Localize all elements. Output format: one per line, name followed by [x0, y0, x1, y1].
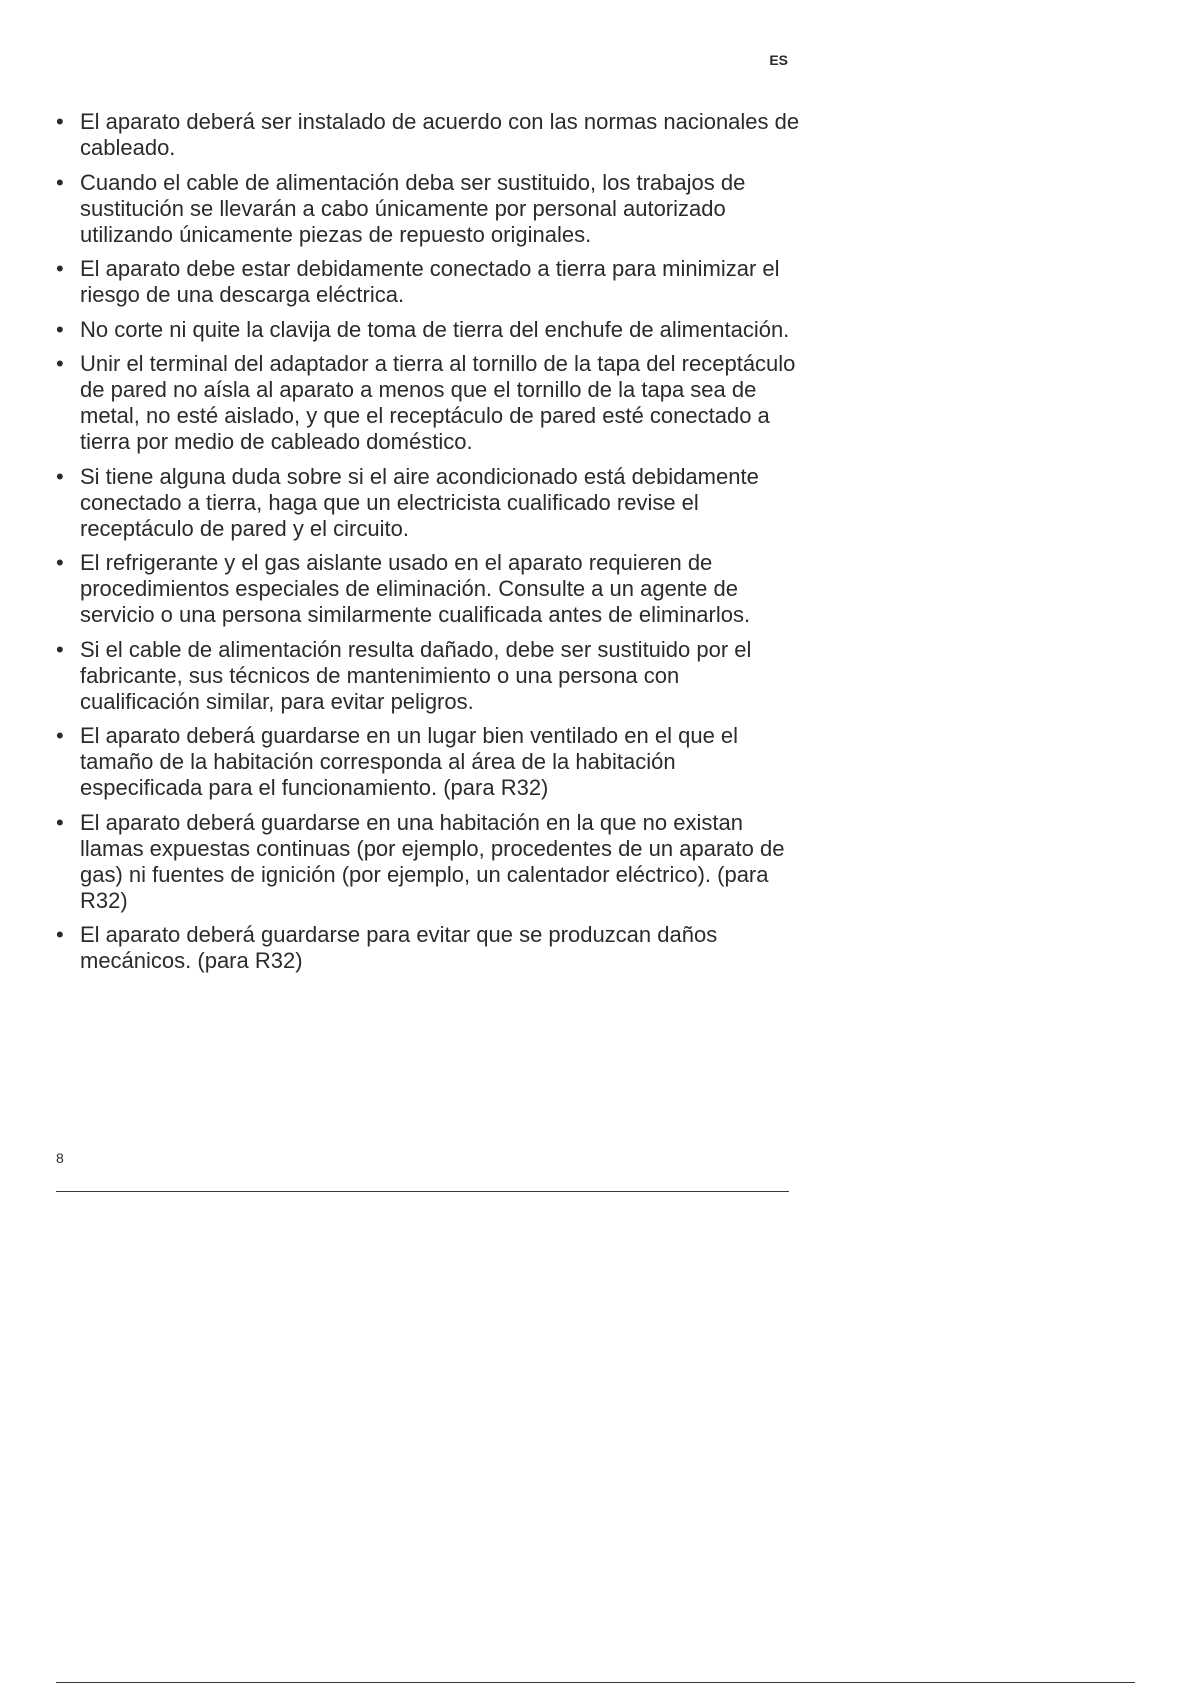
bullet-icon: • — [56, 463, 64, 489]
bullet-icon: • — [56, 636, 64, 662]
list-item-text: Unir el terminal del adaptador a tierra al tornillo de la tapa del receptáculo de pared no aísla al aparato a menos que el tornillo de la tapa sea de metal, no esté aislado, y que el receptáculo de pared esté conectado a tierra por medio de cableado doméstico. — [80, 351, 796, 454]
list-item-text: El aparato deberá guardarse en un lugar bien ventilado en el que el tamaño de la habitación corresponda al área de la habitación especificada para el funcionamiento. (para R32) — [80, 723, 739, 800]
list-item-text: El refrigerante y el gas aislante usado en el aparato requieren de procedimientos especiales de eliminación. Consulte a un agente de servicio o una persona similarmente cualificada antes de eliminarlos. — [80, 550, 751, 627]
list-item — [56, 922, 802, 974]
list-item — [56, 637, 802, 715]
list-item-text: El aparato deberá guardarse en una habitación en la que no existan llamas expuestas continuas (por ejemplo, procedentes de un aparato de gas) ni fuentes de ignición (por ejemplo, un calentador eléctrico). (para R32) — [80, 809, 785, 913]
list-item-text: Si tiene alguna duda sobre si el aire acondicionado está debidamente conectado a tierra, haga que un electricista cualificado revise el receptáculo de pared y el circuito. — [80, 463, 759, 541]
list-item — [56, 256, 802, 308]
bullet-icon: • — [56, 169, 64, 195]
page-bottom-divider — [56, 1682, 1135, 1683]
list-item-text: Cuando el cable de alimentación deba ser sustituido, los trabajos de sustitución se llevarán a cabo únicamente por personal autorizado utilizando únicamente piezas de repuesto originales. — [80, 169, 746, 247]
list-item — [56, 810, 802, 914]
list-item-text: El aparato debe estar debidamente conectado a tierra para minimizar el riesgo de una descarga eléctrica. — [80, 256, 780, 307]
list-item — [56, 317, 802, 343]
list-item — [56, 109, 802, 161]
list-item-text: El aparato deberá guardarse para evitar que se produzcan daños mecánicos. (para R32) — [80, 922, 718, 973]
list-item-text: Si el cable de alimentación resulta dañado, debe ser sustituido por el fabricante, sus técnicos de mantenimiento o una persona con cualificación similar, para evitar peligros. — [80, 636, 752, 714]
bullet-icon: • — [56, 809, 64, 835]
page-number: 8 — [56, 1150, 64, 1166]
bullet-icon: • — [56, 351, 64, 376]
safety-instructions-list — [56, 109, 802, 983]
bullet-icon: • — [56, 109, 64, 134]
list-item — [56, 464, 802, 542]
list-item — [56, 351, 802, 455]
bullet-icon: • — [56, 723, 64, 748]
list-item — [56, 170, 802, 248]
bullet-icon: • — [56, 256, 64, 281]
bullet-icon: • — [56, 316, 64, 342]
language-tag: ES — [769, 52, 788, 68]
list-item-text: No corte ni quite la clavija de toma de tierra del enchufe de alimentación. — [80, 316, 790, 342]
bullet-icon: • — [56, 922, 64, 947]
bullet-icon: • — [56, 550, 64, 575]
list-item — [56, 550, 802, 628]
list-item — [56, 723, 802, 801]
list-item-text: El aparato deberá ser instalado de acuerdo con las normas nacionales de cableado. — [80, 109, 800, 160]
page-divider — [56, 1191, 789, 1192]
